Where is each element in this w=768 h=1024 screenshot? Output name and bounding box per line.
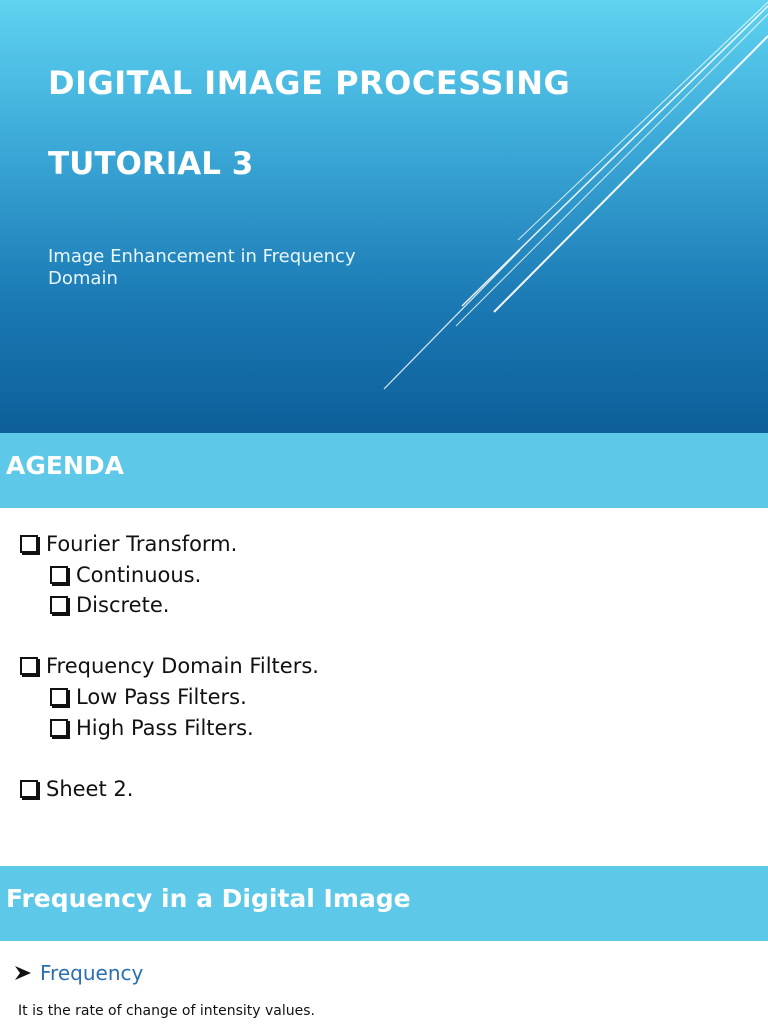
frequency-bullet-label: Frequency xyxy=(40,961,144,985)
checkbox-icon xyxy=(50,719,68,737)
deco-line-5 xyxy=(384,250,520,389)
checkbox-icon xyxy=(20,535,38,553)
frequency-bullet xyxy=(14,961,143,985)
frequency-definition: It is the rate of change of intensity values. xyxy=(18,1003,316,1019)
slide-subtitle: Image Enhancement in Frequency Domain xyxy=(48,246,356,289)
checkbox-icon xyxy=(20,780,38,798)
agenda-subitem xyxy=(50,716,254,740)
deco-line-3 xyxy=(456,14,768,326)
agenda-body xyxy=(0,508,768,866)
slide-subtitle-title: TUTORIAL 3 xyxy=(48,146,254,182)
arrow-bullet-icon xyxy=(14,965,32,981)
agenda-subitem xyxy=(50,563,201,587)
frequency-heading: Frequency in a Digital Image xyxy=(6,884,411,913)
agenda-item-label: Fourier Transform. xyxy=(46,532,238,556)
checkbox-icon xyxy=(20,657,38,675)
agenda-item xyxy=(20,777,133,801)
agenda-item-label: Discrete. xyxy=(76,593,170,617)
frequency-body xyxy=(0,941,768,1024)
agenda-header xyxy=(0,433,768,508)
frequency-header xyxy=(0,866,768,941)
checkbox-icon xyxy=(50,596,68,614)
agenda-subitem xyxy=(50,593,169,617)
title-slide xyxy=(0,0,768,433)
agenda-item xyxy=(20,532,237,556)
deco-line-2 xyxy=(462,6,768,306)
slide-title: DIGITAL IMAGE PROCESSING xyxy=(48,64,571,102)
checkbox-icon xyxy=(50,566,68,584)
deco-line-1 xyxy=(518,2,768,240)
agenda-item-label: High Pass Filters. xyxy=(76,716,254,740)
agenda-heading: AGENDA xyxy=(6,451,124,480)
checkbox-icon xyxy=(50,688,68,706)
agenda-subitem xyxy=(50,685,247,709)
agenda-item xyxy=(20,654,319,678)
agenda-item-label: Continuous. xyxy=(76,563,202,587)
agenda-item-label: Frequency Domain Filters. xyxy=(46,654,319,678)
agenda-item-label: Sheet 2. xyxy=(46,777,134,801)
agenda-item-label: Low Pass Filters. xyxy=(76,685,247,709)
